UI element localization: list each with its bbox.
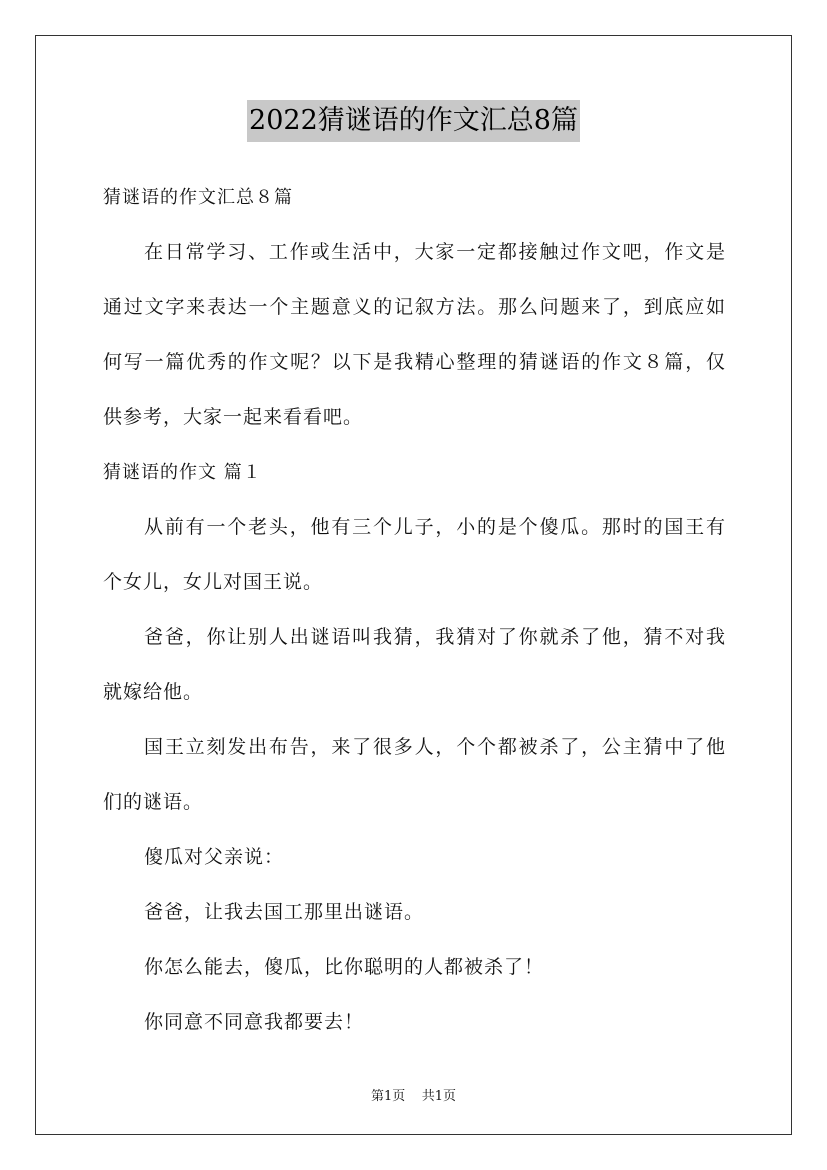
story-line: 你怎么能去，傻瓜，比你聪明的人都被杀了！	[144, 956, 545, 978]
section-heading: 猜谜语的作文 篇１	[103, 462, 262, 483]
story-line: 个女儿，女儿对国王说。	[103, 571, 324, 593]
story-line: 们的谜语。	[103, 791, 204, 813]
title-block	[0, 100, 827, 142]
page-footer	[0, 1085, 827, 1104]
document-body	[103, 170, 725, 1050]
page-total: 共1页	[421, 1089, 457, 1104]
intro-line: 供参考，大家一起来看看吧。	[103, 406, 364, 428]
document-title: 2022猜谜语的作文汇总8篇	[247, 100, 580, 142]
page-number: 第1页	[370, 1089, 406, 1104]
story-line: 傻瓜对父亲说：	[144, 846, 285, 868]
intro-line: 通过文字来表达一个主题意义的记叙方法。那么问题来了，到底应如	[103, 296, 725, 318]
story-line: 爸爸，让我去国工那里出谜语。	[144, 901, 425, 923]
story-line: 爸爸，你让别人出谜语叫我猜，我猜对了你就杀了他，猜不对我	[144, 626, 725, 648]
story-line: 就嫁给他。	[103, 681, 204, 703]
story-line: 你同意不同意我都要去！	[144, 1011, 365, 1033]
story-line: 从前有一个老头，他有三个儿子，小的是个傻瓜。那时的国王有	[144, 516, 725, 538]
document-subtitle: 猜谜语的作文汇总８篇	[103, 187, 293, 208]
story-line: 国王立刻发出布告，来了很多人，个个都被杀了，公主猜中了他	[144, 736, 725, 758]
intro-line: 在日常学习、工作或生活中，大家一定都接触过作文吧，作文是	[144, 241, 725, 263]
intro-line: 何写一篇优秀的作文呢？以下是我精心整理的猜谜语的作文８篇，仅	[103, 351, 725, 373]
